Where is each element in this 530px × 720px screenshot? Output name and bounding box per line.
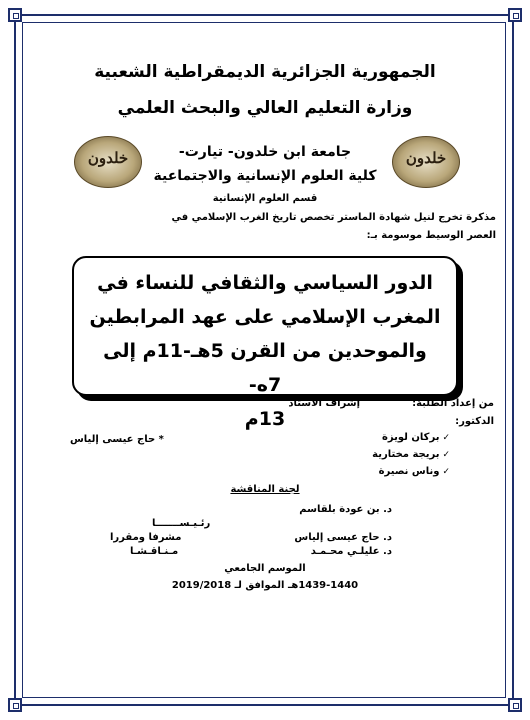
doctor-label: الدكتور:: [455, 416, 494, 427]
academic-years: 1439-1440هـ الموافق لـ 2019/2018: [171, 580, 359, 591]
checkmark-icon: ✓: [442, 467, 450, 477]
university-logo-right: خلدون: [392, 136, 460, 188]
ministry-heading: وزارة التعليم العالي والبحث العلمي: [117, 98, 413, 118]
committee-member-name: د. عليلـي محـمـد: [310, 546, 392, 557]
faculty-name: كلية العلوم الإنسانية والاجتماعية: [153, 168, 377, 184]
student-name: ✓وناس نصيرة: [378, 466, 450, 477]
checkmark-icon: ✓: [442, 433, 450, 443]
prepared-by-label: من إعداد الطلبة:: [412, 398, 494, 409]
committee-title: لجنة المناقشة: [230, 484, 300, 495]
thesis-title-line: المغرب الإسلامي على عهد المرابطين: [89, 306, 441, 328]
student-name: ✓بركان لويزة: [381, 432, 450, 443]
committee-member-role: رئـيـســـــــا: [152, 518, 211, 529]
committee-member-role: مشرفا ومقررا: [110, 532, 182, 543]
department-name: قسم العلوم الإنسانية: [212, 193, 318, 204]
committee-member-name: د. بن عودة بلقاسم: [299, 504, 392, 515]
memo-description-line1: مذكرة تخرج لنيل شهادة الماستر تخصص تاريخ الغرب الإسلامي في: [171, 212, 496, 223]
checkmark-icon: ✓: [442, 450, 450, 460]
student-name: ✓بريجة مختارية: [372, 449, 450, 460]
committee-member-name: د. حاج عيسى إلياس: [294, 532, 392, 543]
republic-heading: الجمهورية الجزائرية الديمقراطية الشعبية: [94, 62, 436, 82]
academic-season-label: الموسم الجامعي: [224, 563, 306, 574]
corner-ornament: [508, 8, 522, 22]
corner-ornament: [8, 698, 22, 712]
thesis-title-line: والموحدين من القرن 5هـ-11م إلى 7ه-: [103, 340, 427, 396]
memo-description-line2: العصر الوسيط موسومة بـ:: [366, 230, 496, 241]
committee-member-role: مـنـاقـشـا: [130, 546, 179, 557]
thesis-title-line: 13م: [244, 408, 286, 430]
supervisor-name: * حاج عيسى إلياس: [70, 434, 164, 445]
university-name: جامعة ابن خلدون- تيارت-: [178, 144, 352, 160]
corner-ornament: [508, 698, 522, 712]
university-logo-left: خلدون: [74, 136, 142, 188]
corner-ornament: [8, 8, 22, 22]
supervisor-label: إشراف الأستاذ: [288, 398, 360, 409]
thesis-title-line: الدور السياسي والثقافي للنساء في: [97, 272, 433, 294]
